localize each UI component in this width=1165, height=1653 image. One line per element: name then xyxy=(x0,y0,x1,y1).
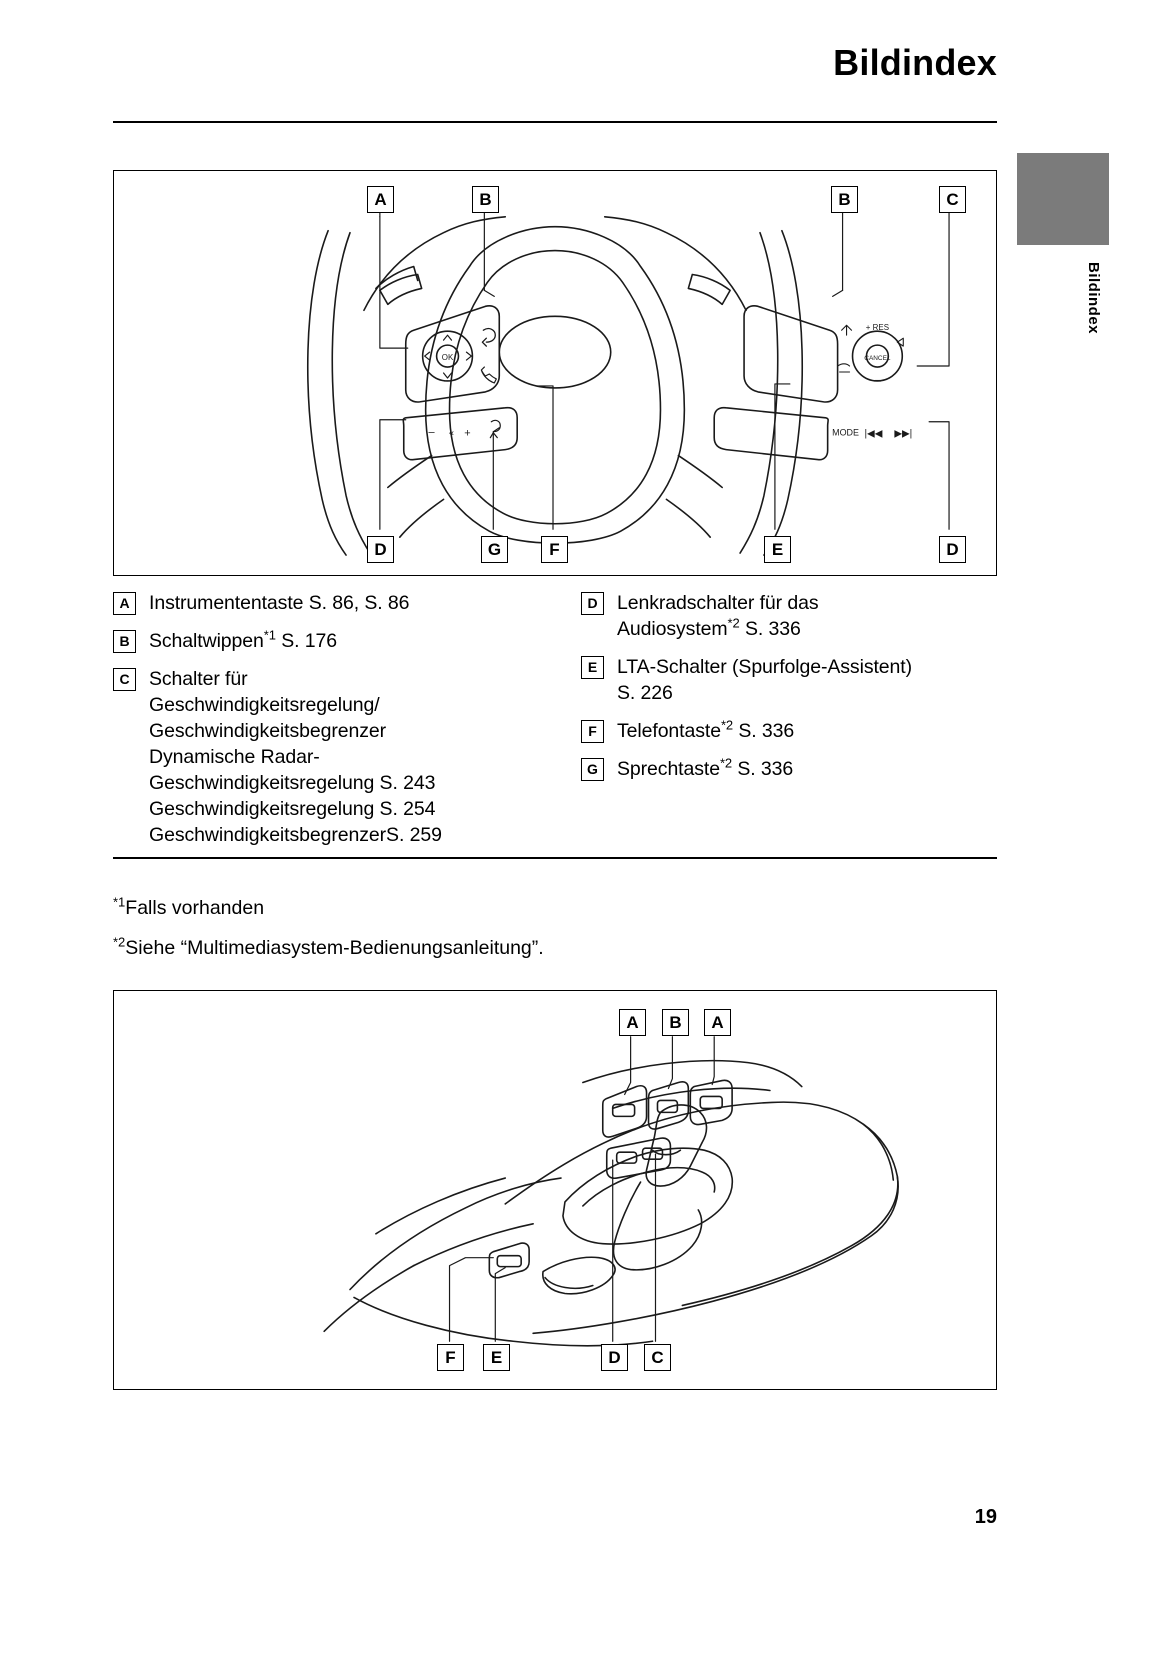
legend-item-c xyxy=(113,666,543,848)
callout-console-b: B xyxy=(662,1009,689,1036)
legend-item-d xyxy=(581,590,997,642)
svg-text:CANCEL: CANCEL xyxy=(864,355,891,363)
callout-steering-a-left: A xyxy=(367,186,394,213)
callout-console-e: E xyxy=(483,1344,510,1371)
legend-divider xyxy=(113,857,997,859)
legend-badge-g: G xyxy=(581,758,604,781)
side-tab-marker xyxy=(1017,153,1109,245)
legend-badge-f: F xyxy=(581,720,604,743)
legend-item-a xyxy=(113,590,543,616)
svg-text:+ RES: + RES xyxy=(865,323,890,333)
legend-badge-e: E xyxy=(581,656,604,679)
center-console-figure xyxy=(113,990,997,1390)
svg-text:+: + xyxy=(464,427,471,440)
footnote-2-mark: *2 xyxy=(113,934,126,950)
callout-console-a-right: A xyxy=(704,1009,731,1036)
svg-text:MODE: MODE xyxy=(832,427,859,438)
legend-column-right xyxy=(581,590,997,794)
legend-line: Dynamische Radar- xyxy=(149,746,320,768)
footnote-1-mark: *1 xyxy=(113,894,126,910)
legend-item-e xyxy=(581,654,997,706)
legend-line: Geschwindigkeitsregelung/ xyxy=(149,694,380,716)
legend-line: Instrumententaste S. 86, S. 86 xyxy=(149,592,410,614)
legend-line: Lenkradschalter für das xyxy=(617,592,819,614)
legend-text-b xyxy=(149,628,337,654)
svg-text:|◀◀: |◀◀ xyxy=(864,428,883,440)
legend-text-c xyxy=(149,666,442,848)
legend-line: Geschwindigkeitsregelung S. 243 xyxy=(149,772,436,794)
legend-text-d xyxy=(617,590,818,642)
callout-steering-b-right: B xyxy=(831,186,858,213)
legend-line: S. 226 xyxy=(617,682,673,704)
footnotes xyxy=(113,888,973,968)
callout-steering-d-left: D xyxy=(367,536,394,563)
callout-console-a-left: A xyxy=(619,1009,646,1036)
svg-text:OK: OK xyxy=(441,353,454,363)
footnote-2-text: Siehe “Multimediasystem-Bedienungsanleitung”. xyxy=(125,937,544,959)
legend-item-f xyxy=(581,718,997,744)
legend-badge-a: A xyxy=(113,592,136,615)
svg-text:–: – xyxy=(428,426,435,439)
callout-steering-b-left: B xyxy=(472,186,499,213)
legend-line: Telefontaste$^{*2}$ S. 336 xyxy=(617,717,795,742)
legend-badge-c: C xyxy=(113,668,136,691)
legend-badge-d: D xyxy=(581,592,604,615)
legend-item-g xyxy=(581,756,997,782)
legend-line: Schalter für xyxy=(149,668,248,690)
svg-text:–: – xyxy=(874,374,881,386)
svg-text:«: « xyxy=(449,427,455,438)
legend-line: Sprechtaste$^{*2}$ S. 336 xyxy=(617,755,794,780)
legend-text-f xyxy=(617,718,794,744)
legend xyxy=(113,590,997,858)
legend-line: LTA-Schalter (Spurfolge-Assistent) xyxy=(617,656,912,678)
header-divider xyxy=(113,121,997,123)
legend-column-left xyxy=(113,590,543,860)
legend-line: Audiosystem$^{*2}$ S. 336 xyxy=(617,615,801,640)
side-tab-label: Bildindex xyxy=(1085,262,1102,335)
callout-console-c: C xyxy=(644,1344,671,1371)
legend-item-b xyxy=(113,628,543,654)
callout-steering-d-right: D xyxy=(939,536,966,563)
callout-steering-c-right: C xyxy=(939,186,966,213)
callout-steering-g: G xyxy=(481,536,508,563)
legend-badge-b: B xyxy=(113,630,136,653)
steering-wheel-illustration xyxy=(114,171,996,575)
footnote-2 xyxy=(113,928,973,968)
callout-steering-e: E xyxy=(764,536,791,563)
legend-text-a xyxy=(149,590,409,616)
footnote-1 xyxy=(113,888,973,928)
svg-text:▶▶|: ▶▶| xyxy=(894,428,913,440)
center-console-illustration xyxy=(114,991,996,1389)
legend-line: Schaltwippen$^{*1}$ S. 176 xyxy=(149,627,337,652)
page-number: 19 xyxy=(974,1506,997,1528)
legend-line: Geschwindigkeitsregelung S. 254 xyxy=(149,798,436,820)
page-title: Bildindex xyxy=(833,42,997,83)
callout-console-d: D xyxy=(601,1344,628,1371)
legend-line: GeschwindigkeitsbegrenzerS. 259 xyxy=(149,824,442,846)
footnote-1-text: Falls vorhanden xyxy=(125,897,265,919)
legend-text-g xyxy=(617,756,793,782)
legend-text-e xyxy=(617,654,912,706)
callout-steering-f: F xyxy=(541,536,568,563)
steering-wheel-figure xyxy=(113,170,997,576)
callout-console-f: F xyxy=(437,1344,464,1371)
legend-line: Geschwindigkeitsbegrenzer xyxy=(149,720,387,742)
